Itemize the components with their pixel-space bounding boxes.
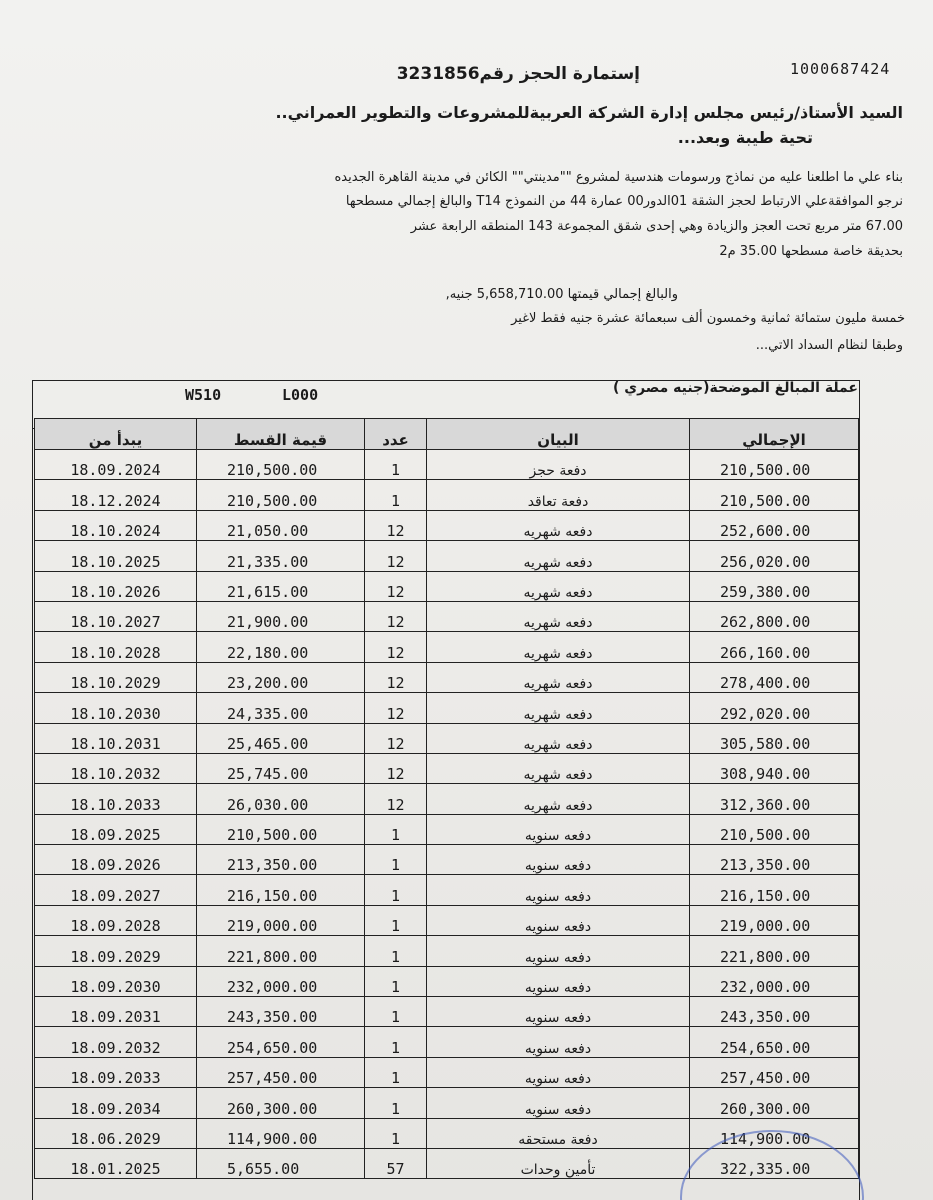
start-date-cell: 18.09.2030	[35, 966, 197, 996]
table-row	[35, 753, 859, 783]
description-cell: دفعه شهريه	[427, 541, 690, 571]
total-cell: 305,580.00	[690, 723, 859, 753]
description-cell: دفعه شهريه	[427, 601, 690, 631]
table-header-row	[35, 419, 859, 450]
description-cell: دفعه شهريه	[427, 693, 690, 723]
form-title: إستمارة الحجز رقم3231856	[396, 64, 640, 84]
total-cell: 210,500.00	[690, 814, 859, 844]
description-cell: دفعه سنويه	[427, 1088, 690, 1118]
total-cell: 219,000.00	[690, 905, 859, 935]
description-cell: تأمين وحدات	[427, 1148, 690, 1178]
start-date-cell: 18.10.2030	[35, 693, 197, 723]
count-cell: 1	[365, 1057, 427, 1087]
start-date-cell: 18.10.2024	[35, 510, 197, 540]
installment-cell: 232,000.00	[197, 966, 365, 996]
count-cell: 12	[365, 541, 427, 571]
header-total: الإجمالي	[690, 419, 859, 450]
start-date-cell: 18.12.2024	[35, 480, 197, 510]
table-row	[35, 632, 859, 662]
table-row	[35, 571, 859, 601]
start-date-cell: 18.10.2032	[35, 753, 197, 783]
count-cell: 12	[365, 601, 427, 631]
table-row	[35, 541, 859, 571]
table-row	[35, 1057, 859, 1087]
installment-cell: 21,900.00	[197, 601, 365, 631]
installment-cell: 24,335.00	[197, 693, 365, 723]
header-installment: قيمة القسط	[197, 419, 365, 450]
installment-cell: 219,000.00	[197, 905, 365, 935]
installment-cell: 25,745.00	[197, 753, 365, 783]
payment-schedule-table	[34, 418, 859, 1179]
description-cell: دفعة تعاقد	[427, 480, 690, 510]
count-cell: 12	[365, 662, 427, 692]
total-cell: 221,800.00	[690, 936, 859, 966]
table-row	[35, 1148, 859, 1178]
total-cell: 216,150.00	[690, 875, 859, 905]
installment-cell: 21,335.00	[197, 541, 365, 571]
total-cell: 243,350.00	[690, 997, 859, 1027]
body-line: بحديقة خاصة مسطحها 35.00 م2	[719, 244, 903, 259]
description-cell: دفعه سنويه	[427, 875, 690, 905]
table-row	[35, 966, 859, 996]
installment-cell: 26,030.00	[197, 784, 365, 814]
body-line: بناء علي ما اطلعنا عليه من نماذج ورسومات هندسية لمشروع ""مدينتي"" الكائن في مدينة القاهرة الجديده	[334, 170, 903, 185]
table-row	[35, 450, 859, 480]
table-row	[35, 814, 859, 844]
description-cell: دفعه شهريه	[427, 632, 690, 662]
table-row	[35, 845, 859, 875]
description-cell: دفعه سنويه	[427, 845, 690, 875]
total-cell: 256,020.00	[690, 541, 859, 571]
amount-in-words-line: خمسة مليون ستمائة ثمانية وخمسون ألف سبعمائة عشرة جنيه فقط لاغير	[511, 311, 905, 326]
installment-cell: 257,450.00	[197, 1057, 365, 1087]
table-row	[35, 936, 859, 966]
header-description: البيان	[427, 419, 690, 450]
start-date-cell: 18.09.2033	[35, 1057, 197, 1087]
total-cell: 259,380.00	[690, 571, 859, 601]
total-cell: 308,940.00	[690, 753, 859, 783]
body-line: نرجو الموافقةعلي الارتباط لحجز الشقة 01الدور00 عمارة 44 من النموذج T14 والبالغ إجمالي مسطحها	[345, 194, 903, 209]
total-cell: 254,650.00	[690, 1027, 859, 1057]
description-cell: دفعه شهريه	[427, 662, 690, 692]
count-cell: 12	[365, 723, 427, 753]
code-w510: W510	[185, 386, 222, 404]
start-date-cell: 18.06.2029	[35, 1118, 197, 1148]
total-cell: 210,500.00	[690, 480, 859, 510]
installment-cell: 216,150.00	[197, 875, 365, 905]
installment-cell: 25,465.00	[197, 723, 365, 753]
count-cell: 1	[365, 936, 427, 966]
description-cell: دفعه شهريه	[427, 784, 690, 814]
table-row	[35, 905, 859, 935]
table-row	[35, 997, 859, 1027]
code-l000: L000	[282, 386, 319, 404]
description-cell: دفعه شهريه	[427, 510, 690, 540]
installment-cell: 5,655.00	[197, 1148, 365, 1178]
table-row	[35, 1088, 859, 1118]
total-cell: 262,800.00	[690, 601, 859, 631]
installment-cell: 210,500.00	[197, 480, 365, 510]
table-row	[35, 601, 859, 631]
payment-system-line: وطبقا لنظام السداد الاتي...	[755, 338, 903, 353]
start-date-cell: 18.09.2034	[35, 1088, 197, 1118]
count-cell: 12	[365, 784, 427, 814]
count-cell: 1	[365, 845, 427, 875]
description-cell: دفعه سنويه	[427, 966, 690, 996]
reference-number: 1000687424	[790, 60, 891, 78]
installment-cell: 213,350.00	[197, 845, 365, 875]
table-row	[35, 662, 859, 692]
start-date-cell: 18.10.2026	[35, 571, 197, 601]
start-date-cell: 18.09.2032	[35, 1027, 197, 1057]
table-row	[35, 693, 859, 723]
start-date-cell: 18.10.2031	[35, 723, 197, 753]
total-cell: 266,160.00	[690, 632, 859, 662]
start-date-cell: 18.10.2029	[35, 662, 197, 692]
total-cell: 260,300.00	[690, 1088, 859, 1118]
description-cell: دفعه سنويه	[427, 997, 690, 1027]
count-cell: 12	[365, 510, 427, 540]
start-date-cell: 18.09.2027	[35, 875, 197, 905]
count-cell: 1	[365, 1027, 427, 1057]
count-cell: 12	[365, 753, 427, 783]
count-cell: 1	[365, 814, 427, 844]
installment-cell: 210,500.00	[197, 814, 365, 844]
installment-cell: 260,300.00	[197, 1088, 365, 1118]
start-date-cell: 18.09.2025	[35, 814, 197, 844]
description-cell: دفعه شهريه	[427, 753, 690, 783]
total-cell: 210,500.00	[690, 450, 859, 480]
description-cell: دفعة مستحقه	[427, 1118, 690, 1148]
start-date-cell: 18.10.2028	[35, 632, 197, 662]
installment-cell: 21,050.00	[197, 510, 365, 540]
description-cell: دفعة حجز	[427, 450, 690, 480]
start-date-cell: 18.09.2029	[35, 936, 197, 966]
installment-cell: 243,350.00	[197, 997, 365, 1027]
count-cell: 1	[365, 1118, 427, 1148]
installment-cell: 114,900.00	[197, 1118, 365, 1148]
total-cell: 312,360.00	[690, 784, 859, 814]
total-value-line: والبالغ إجمالي قيمتها 5,658,710.00 جنيه,	[445, 287, 678, 302]
description-cell: دفعه سنويه	[427, 1057, 690, 1087]
total-cell: 322,335.00	[690, 1148, 859, 1178]
table-row	[35, 875, 859, 905]
table-row	[35, 510, 859, 540]
count-cell: 1	[365, 1088, 427, 1118]
count-cell: 57	[365, 1148, 427, 1178]
body-line: 67.00 متر مربع تحت العجز والزيادة وهي إحدى شقق المجموعة 143 المنطقه الرابعة عشر	[410, 219, 903, 234]
header-count: عدد	[365, 419, 427, 450]
description-cell: دفعه شهريه	[427, 571, 690, 601]
installment-cell: 21,615.00	[197, 571, 365, 601]
installment-cell: 23,200.00	[197, 662, 365, 692]
total-cell: 114,900.00	[690, 1118, 859, 1148]
total-cell: 257,450.00	[690, 1057, 859, 1087]
table-row	[35, 784, 859, 814]
start-date-cell: 18.10.2027	[35, 601, 197, 631]
start-date-cell: 18.09.2024	[35, 450, 197, 480]
header-start-date: يبدأ من	[35, 419, 197, 450]
start-date-cell: 18.10.2025	[35, 541, 197, 571]
count-cell: 1	[365, 966, 427, 996]
count-cell: 12	[365, 632, 427, 662]
count-cell: 1	[365, 450, 427, 480]
start-date-cell: 18.09.2028	[35, 905, 197, 935]
greeting-line: تحية طيبة وبعد...	[677, 128, 813, 147]
table-row	[35, 1027, 859, 1057]
count-cell: 1	[365, 997, 427, 1027]
total-cell: 213,350.00	[690, 845, 859, 875]
count-cell: 1	[365, 480, 427, 510]
installment-cell: 254,650.00	[197, 1027, 365, 1057]
count-cell: 12	[365, 693, 427, 723]
addressee-line: السيد الأستاذ/رئيس مجلس إدارة الشركة العربيةللمشروعات والتطوير العمراني..	[275, 103, 903, 122]
description-cell: دفعه سنويه	[427, 1027, 690, 1057]
count-cell: 12	[365, 571, 427, 601]
start-date-cell: 18.10.2033	[35, 784, 197, 814]
table-row	[35, 723, 859, 753]
installment-cell: 210,500.00	[197, 450, 365, 480]
description-cell: دفعه شهريه	[427, 723, 690, 753]
table-row	[35, 480, 859, 510]
total-cell: 278,400.00	[690, 662, 859, 692]
currency-note: عملة المبالغ الموضحة(جنيه مصري )	[612, 380, 858, 396]
installment-cell: 221,800.00	[197, 936, 365, 966]
total-cell: 292,020.00	[690, 693, 859, 723]
description-cell: دفعه سنويه	[427, 936, 690, 966]
table-row	[35, 1118, 859, 1148]
description-cell: دفعه سنويه	[427, 905, 690, 935]
start-date-cell: 18.09.2026	[35, 845, 197, 875]
start-date-cell: 18.01.2025	[35, 1148, 197, 1178]
installment-cell: 22,180.00	[197, 632, 365, 662]
count-cell: 1	[365, 905, 427, 935]
description-cell: دفعه سنويه	[427, 814, 690, 844]
count-cell: 1	[365, 875, 427, 905]
total-cell: 252,600.00	[690, 510, 859, 540]
total-cell: 232,000.00	[690, 966, 859, 996]
start-date-cell: 18.09.2031	[35, 997, 197, 1027]
